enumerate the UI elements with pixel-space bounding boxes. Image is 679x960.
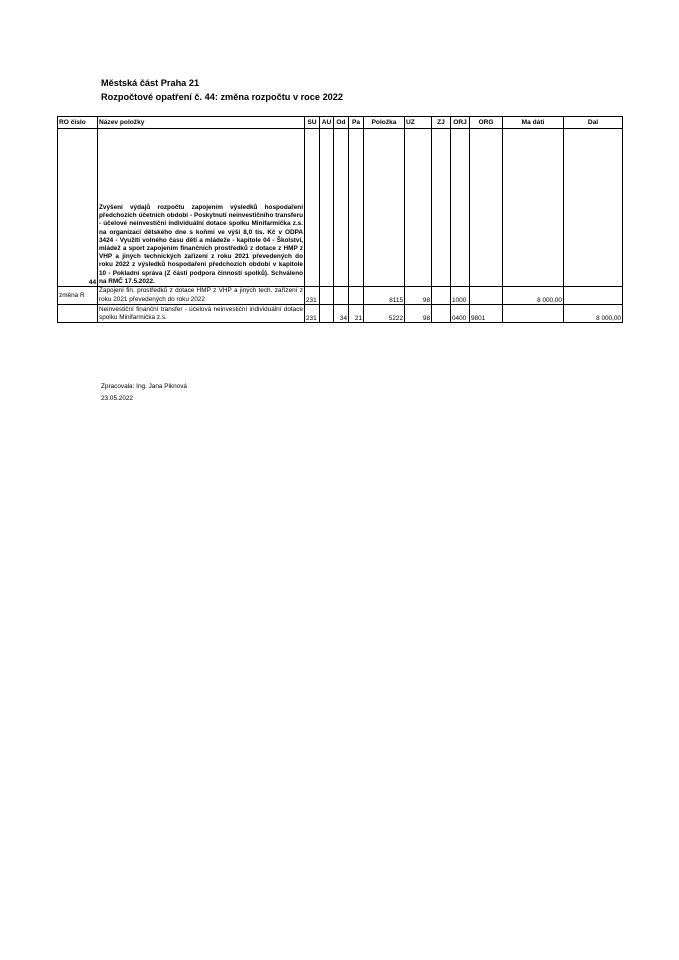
col-au: AU <box>320 117 334 129</box>
cell-zj <box>432 129 451 287</box>
cell-od <box>334 287 349 305</box>
cell-au <box>320 287 334 305</box>
cell-org <box>470 287 503 305</box>
col-zj: ZJ <box>432 117 451 129</box>
table-row <box>58 287 623 305</box>
cell-orj: 0400 <box>451 305 470 323</box>
col-org: ORG <box>470 117 503 129</box>
cell-uz: 98 <box>405 287 432 305</box>
cell-su: 231 <box>305 287 320 305</box>
document-title: Městská část Praha 21 <box>101 78 200 88</box>
cell-org <box>470 129 503 287</box>
col-ro-cislo: RO číslo <box>58 117 98 129</box>
cell-ro-cislo: změna R <box>58 287 98 305</box>
cell-nazev: Zapojení fin. prostředků z dotace HMP z VHP a jiných tech. zařízení z roku 2021 převedených do roku 2022 <box>99 287 303 303</box>
cell-dal <box>564 287 623 305</box>
cell-orj: 1000 <box>451 287 470 305</box>
cell-ro-cislo: 44 <box>58 129 98 287</box>
cell-au <box>320 305 334 323</box>
cell-polozka <box>364 129 405 287</box>
col-su: SU <box>305 117 320 129</box>
cell-org: 9801 <box>470 305 503 323</box>
cell-od: 34 <box>334 305 349 323</box>
cell-nazev: Neinvestiční finanční transfer - účelová neinvestiční individuální dotace spolku Minifarmička z.s. <box>99 305 303 321</box>
cell-ma-dati: 8 000,00 <box>503 287 564 305</box>
document-subtitle: Rozpočtové opatření č. 44: změna rozpočtu v roce 2022 <box>101 92 344 102</box>
cell-ma-dati <box>503 129 564 287</box>
cell-su: 231 <box>305 305 320 323</box>
cell-zj <box>432 305 451 323</box>
cell-polozka: 8115 <box>364 287 405 305</box>
cell-uz <box>405 129 432 287</box>
cell-pa <box>349 287 364 305</box>
table-row <box>58 305 623 323</box>
col-nazev-polozky: Název položky <box>98 117 305 129</box>
cell-dal: 8 000,00 <box>564 305 623 323</box>
cell-pa <box>349 129 364 287</box>
col-dal: Dal <box>564 117 623 129</box>
col-od: Od <box>334 117 349 129</box>
cell-au <box>320 129 334 287</box>
cell-orj <box>451 129 470 287</box>
cell-zj <box>432 287 451 305</box>
cell-ro-cislo <box>58 305 98 323</box>
document-date: 23.05.2022 <box>101 395 133 402</box>
col-uz: UZ <box>405 117 432 129</box>
col-ma-dati: Ma dáti <box>503 117 564 129</box>
cell-dal <box>564 129 623 287</box>
cell-pa: 21 <box>349 305 364 323</box>
table-row <box>58 129 623 287</box>
cell-od <box>334 129 349 287</box>
col-polozka: Položka <box>364 117 405 129</box>
cell-ma-dati <box>503 305 564 323</box>
col-pa: Pa <box>349 117 364 129</box>
prepared-by: Zpracovala: Ing. Jana Piknová <box>101 383 187 390</box>
cell-su <box>305 129 320 287</box>
cell-nazev: Zvýšení výdajů rozpočtu zapojením výsledků hospodaření předchozích účetních období - Poskytnutí neinvestičního transferu - účelové neinvestiční individuální dotace spolku Minifarmička z.s. na organizaci dětského dne s koňmi ve výši 8,0 tis. Kč v ODPA 3424 - Využití volného času dětí a mládeže - kapitole 04 - Školství, mládež a sport zapojením finančních prostředků z dotace z HMP z VHP a jiných technických zařízení z roku 2021 převedených do roku 2022 z výsledků hospodaření předchozích období v kapitole 10 - Pokladní správa (Z části podpora činnosti spolků). Schváleno na RMČ 17.5.2022. <box>98 129 305 287</box>
cell-uz: 98 <box>405 305 432 323</box>
col-orj: ORJ <box>451 117 470 129</box>
table-header-row <box>58 117 623 129</box>
cell-polozka: 5222 <box>364 305 405 323</box>
budget-table <box>57 116 623 323</box>
